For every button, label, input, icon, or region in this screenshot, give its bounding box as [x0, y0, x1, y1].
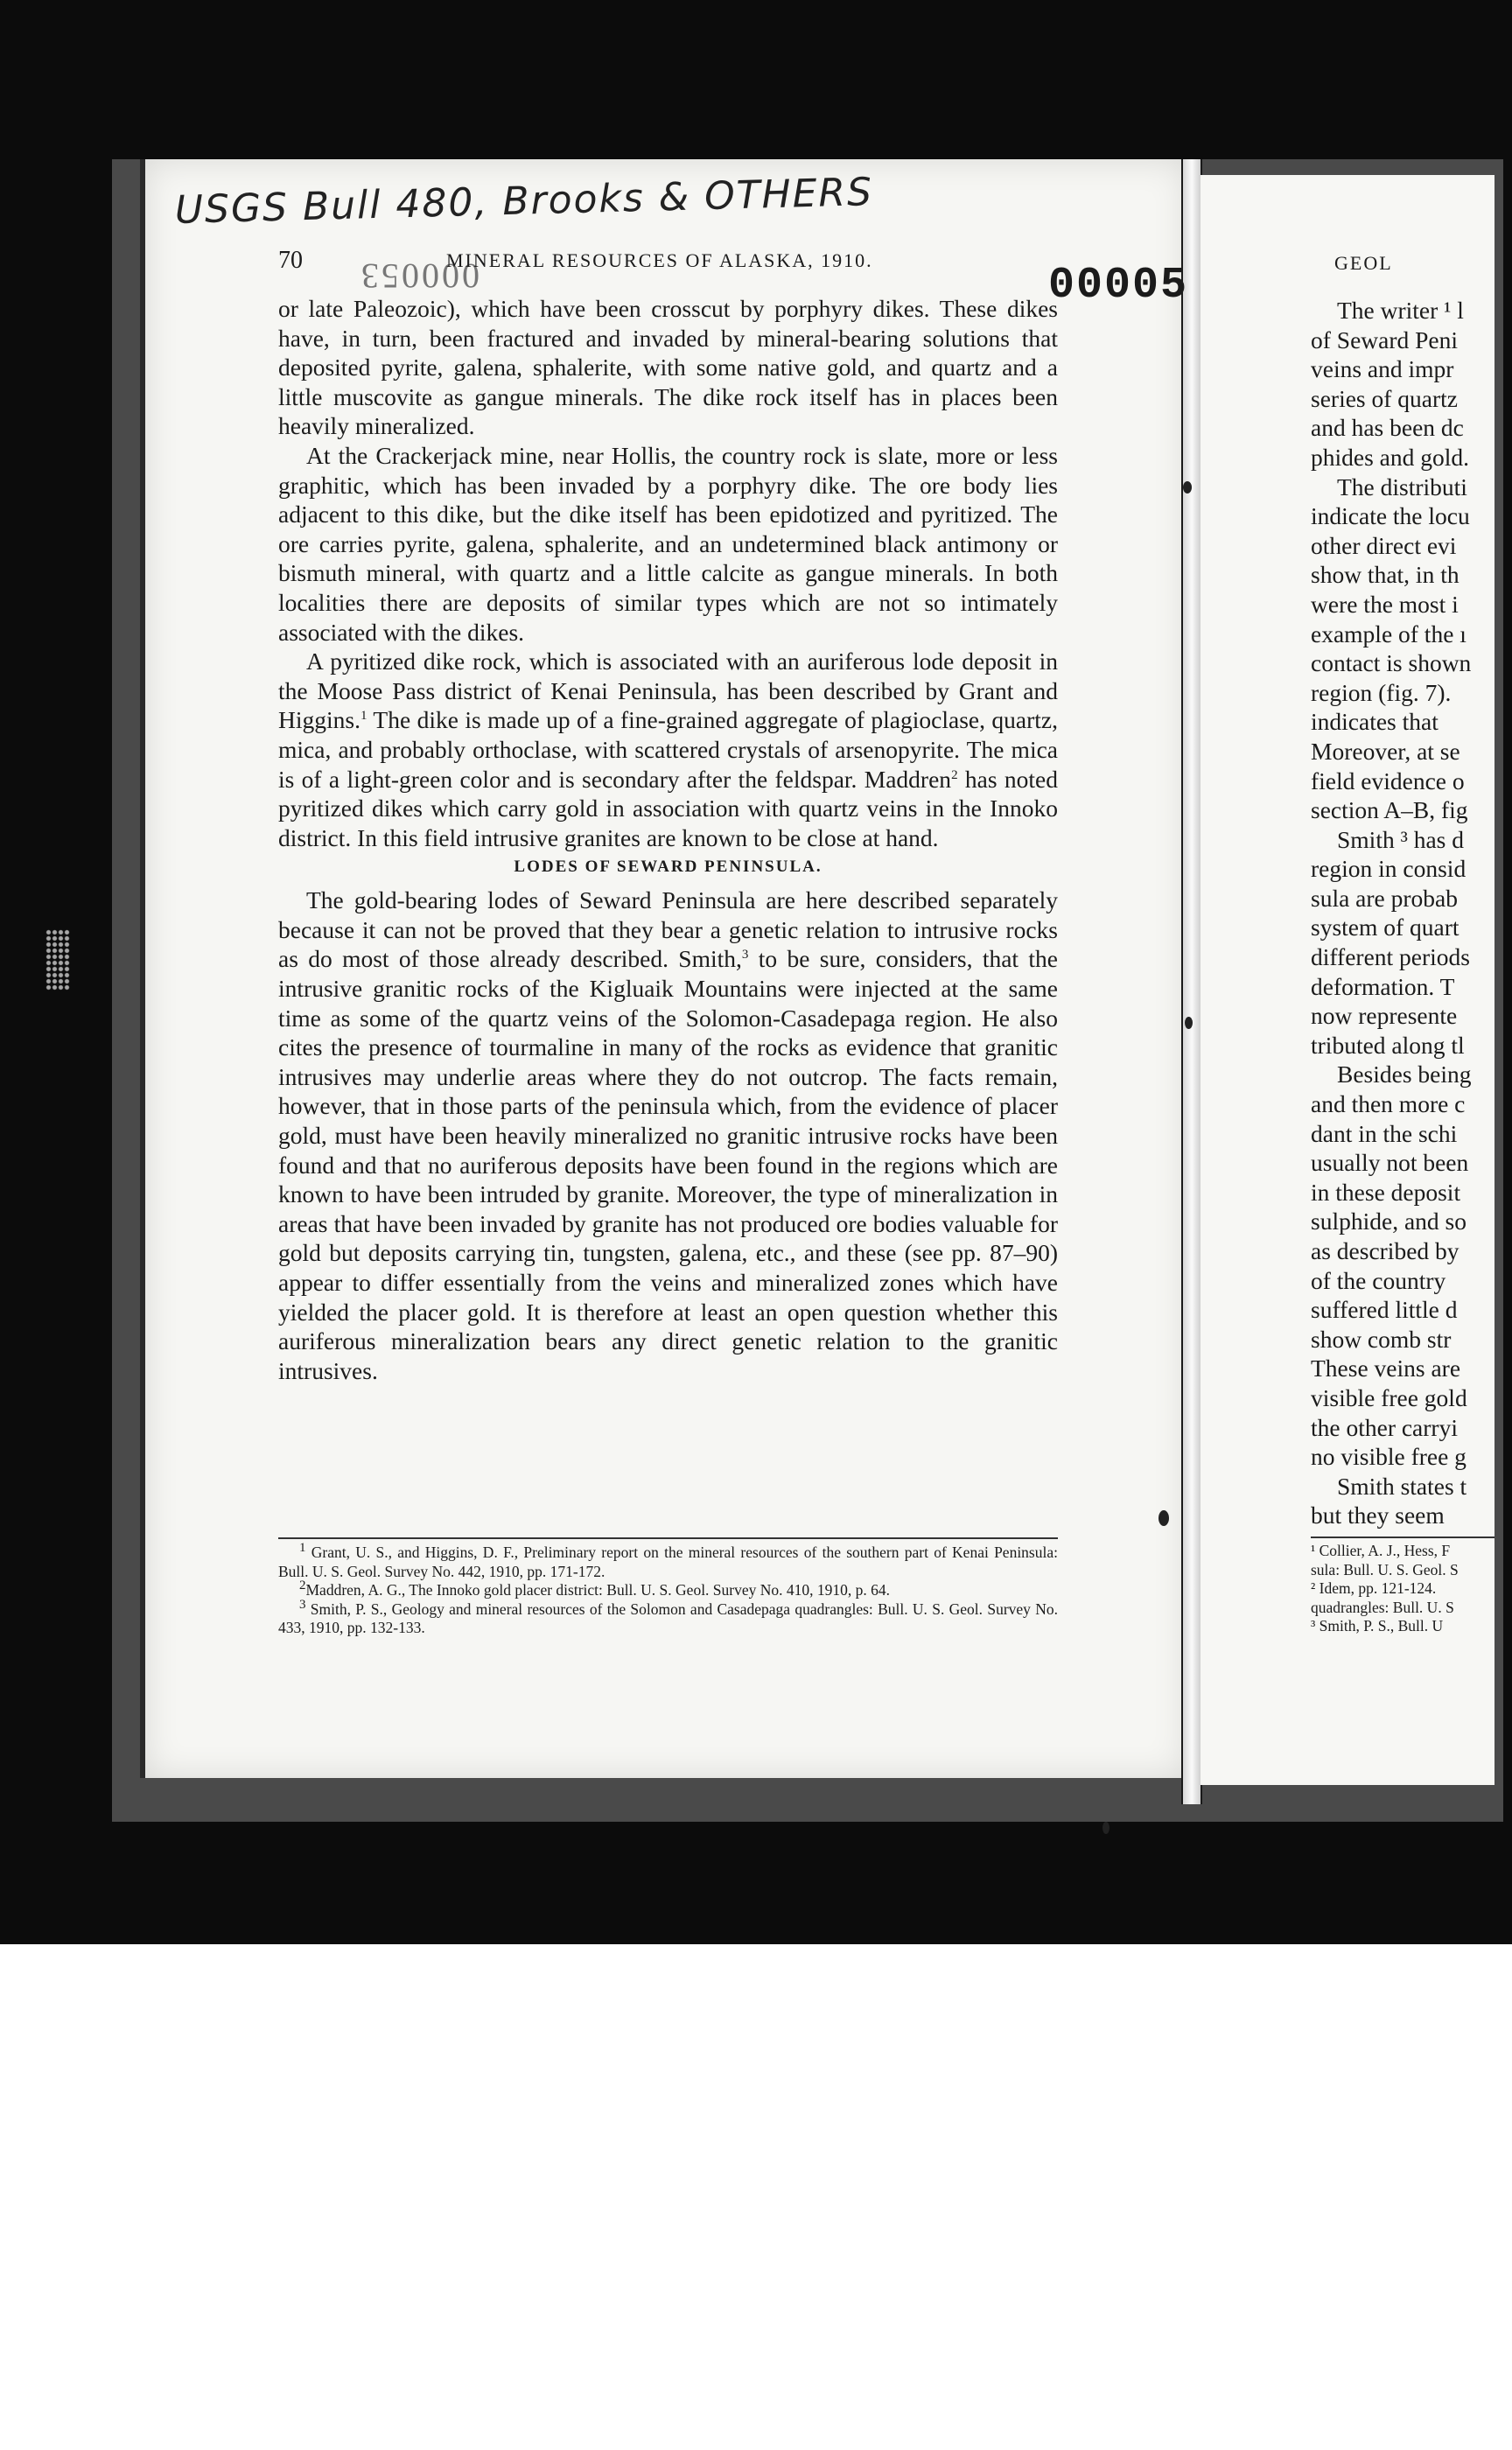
right-page-line: These veins are — [1311, 1354, 1461, 1382]
right-page-line: suffered little d — [1311, 1296, 1458, 1324]
right-page-footnotes — [1311, 1542, 1494, 1636]
right-page-line: different periods — [1311, 943, 1470, 971]
right-page-line: of Seward Peni — [1311, 326, 1459, 354]
footnote-mark: 2 — [299, 1578, 306, 1593]
right-page-line: deformation. T — [1311, 972, 1455, 1000]
right-page-line: series of quartz — [1311, 384, 1458, 412]
right-page-line: show comb str — [1311, 1325, 1452, 1353]
right-page-line: contact is shown — [1311, 649, 1472, 677]
right-page-line: show that, in th — [1311, 561, 1460, 589]
binding-hole — [1185, 1017, 1193, 1029]
right-page-line: example of the ı — [1311, 620, 1466, 648]
right-page-line: usually not been — [1311, 1149, 1469, 1177]
right-page-line: visible free gold — [1311, 1383, 1467, 1411]
right-page-line: Smith states t — [1337, 1472, 1467, 1500]
right-page-line: of the country — [1311, 1266, 1446, 1294]
footnote-rule — [278, 1537, 1058, 1539]
right-page-line: system of quart — [1311, 914, 1460, 942]
right-page — [1200, 175, 1494, 1785]
paragraph — [278, 647, 1058, 852]
right-page-line: as described by — [1311, 1237, 1460, 1264]
stamped-page-number: 00005 — [1048, 261, 1189, 311]
right-running-head: GEOL — [1334, 252, 1393, 274]
binding-hole — [1102, 1822, 1110, 1834]
footnote-text: Maddren, A. G., The Innoko gold placer district: Bull. U. S. Geol. Survey No. 410, 1910, p. 64. — [305, 1581, 891, 1599]
right-page-footnote-line: ² Idem, pp. 121-124. — [1311, 1579, 1437, 1597]
paragraph-text: A pyritized dike rock, which is associated with an auriferous lode deposit in the Moose Pass district of Kenai Peninsula, has been described by Grant and Higgins. — [278, 648, 1058, 734]
right-page-line: tributed along tl — [1311, 1031, 1465, 1059]
right-footnote-rule — [1311, 1536, 1494, 1538]
footnote-ref: 3 — [741, 948, 749, 962]
handwritten-note: USGS Bull 480, Brooks & OTHERS — [174, 170, 874, 233]
right-page-text — [1311, 296, 1494, 1530]
right-page-line: indicate the locu — [1311, 502, 1470, 530]
right-page-line: and has been dc — [1311, 414, 1464, 442]
footnote-mark: 1 — [299, 1541, 306, 1556]
right-page-line: sulphide, and so — [1311, 1208, 1466, 1236]
right-page-footnote-line: quadrangles: Bull. U. S — [1311, 1598, 1454, 1616]
right-page-line: were the most i — [1311, 590, 1459, 618]
running-head: MINERAL RESOURCES OF ALASKA, 1910. — [446, 249, 873, 271]
paragraph-text: The dike is made up of a fine-grained aggregate of plagioclase, quartz, mica, and probably orthoclase, with scattered crystals of arsenopyrite. The mica is of a light-green color and is secondary after the feldspar. Maddren — [278, 706, 1058, 793]
footnote — [278, 1541, 1058, 1581]
right-page-line: now represente — [1311, 1002, 1458, 1030]
binding-hole — [1183, 481, 1192, 494]
right-page-footnote-line: ¹ Collier, A. J., Hess, F — [1311, 1542, 1451, 1559]
book-gutter — [1181, 159, 1202, 1804]
paragraph: or late Paleozoic), which have been crosscut by porphyry dikes. These dikes have, in turn, been fractured and invaded by mineral-bearing solutions that deposited pyrite, galena, sphalerite, with some native gold, and quartz and a little muscovite as gangue minerals. The dike rock itself has in places been heavily mineralized. — [278, 295, 1058, 440]
body-text — [278, 294, 1058, 1385]
right-page-line: phides and gold. — [1311, 443, 1470, 471]
right-page-footnote-line: sula: Bull. U. S. Geol. S — [1311, 1560, 1459, 1578]
footnote — [278, 1597, 1058, 1638]
faded-stamp: 000053 — [359, 256, 480, 296]
footnote-text: Smith, P. S., Geology and mineral resources of the Solomon and Casadepaga quadrangles: Bull. U. S. Geol. Survey No. 433, 1910, pp. 132-133. — [278, 1600, 1058, 1636]
right-page-line: but they seem — [1311, 1502, 1445, 1530]
page-number: 70 — [278, 247, 303, 274]
right-page-line: Moreover, at se — [1311, 737, 1460, 765]
right-page-line: sula are probab — [1311, 884, 1458, 912]
right-page-line: indicates that — [1311, 708, 1438, 736]
right-page-line: dant in the schi — [1311, 1119, 1458, 1147]
right-page-line: The distributi — [1337, 472, 1467, 500]
paragraph-text: to be sure, considers, that the intrusive granitic rocks of the Kigluaik Mountains were injected at the same time as some of the quartz veins of the Solomon-Casadepaga region. He also cites the presence of tourmaline in many of the rocks as evidence that granitic intrusives may underlie areas where they do not outcrop. The facts remain, however, that in those parts of the peninsula which, from the evidence of placer gold, must have been heavily mineralized no granitic intrusive rocks have been found and that no auriferous deposits have been found in the regions which are known to have been intruded by granite. Moreover, the type of mineralization in areas that have been invaded by granite has not produced ore bodies valuable for gold but deposits carrying tin, tungsten, galena, etc., and these (see pp. 87–90) appear to differ essentially from the veins and mineralized zones which have yielded the placer gold. It is therefore at least an open question whether this auriferous mineralization bears any direct genetic relation to the granitic intrusives. — [278, 945, 1058, 1384]
right-page-line: in these deposit — [1311, 1178, 1461, 1206]
right-page-line: region (fig. 7). — [1311, 678, 1452, 706]
right-page-line: region in consid — [1311, 855, 1466, 883]
paragraph-text: The gold-bearing lodes of Seward Peninsula are here described separately because it can not be proved that they bear a genetic relation to intrusive rocks as do most of those already described. Smith, — [278, 886, 1058, 973]
footnote-ref: 1 — [360, 709, 368, 724]
binding-hole — [1158, 1510, 1169, 1526]
margin-dither-marks — [46, 929, 70, 990]
footnotes — [278, 1541, 1058, 1638]
footnote-mark: 3 — [299, 1597, 306, 1612]
right-page-line: the other carryi — [1311, 1413, 1458, 1441]
section-heading: LODES OF SEWARD PENINSULA. — [514, 858, 822, 877]
right-page-line: The writer ¹ l — [1337, 297, 1464, 324]
right-page-line: section A–B, fig — [1311, 796, 1468, 824]
right-page-line: field evidence o — [1311, 766, 1465, 794]
right-page-footnote-line: ³ Smith, P. S., Bull. U — [1311, 1617, 1444, 1634]
paragraph: At the Crackerjack mine, near Hollis, the country rock is slate, more or less graphitic, which has been invaded by a porphyry dike. The ore body lies adjacent to this dike, but the dike itself has been epidotized and pyritized. The ore carries pyrite, galena, sphalerite, and an undetermined black antimony or bismuth mineral, with quartz and a little calcite as gangue minerals. In both localities there are deposits of similar types which are not so intimately associated with the dikes. — [278, 441, 1058, 646]
footnote-text: Grant, U. S., and Higgins, D. F., Preliminary report on the mineral resources of the southern part of Kenai Peninsula: Bull. U. S. Geol. Survey No. 442, 1910, pp. 171-172. — [278, 1544, 1058, 1580]
paragraph-text: has noted pyritized dikes which carry gold in association with quartz veins in the Innoko district. In this field intrusive granites are known to be close at hand. — [278, 765, 1058, 851]
right-page-line: other direct evi — [1311, 531, 1457, 559]
paragraph — [278, 886, 1058, 1385]
right-page-line: no visible free g — [1311, 1443, 1466, 1471]
footnote-ref: 2 — [951, 767, 958, 782]
footnote — [278, 1578, 1058, 1600]
right-page-line: and then more c — [1311, 1090, 1466, 1118]
right-page-line: veins and impr — [1311, 355, 1454, 383]
right-page-line: Besides being — [1337, 1060, 1472, 1088]
right-page-line: Smith ³ has d — [1337, 825, 1464, 853]
